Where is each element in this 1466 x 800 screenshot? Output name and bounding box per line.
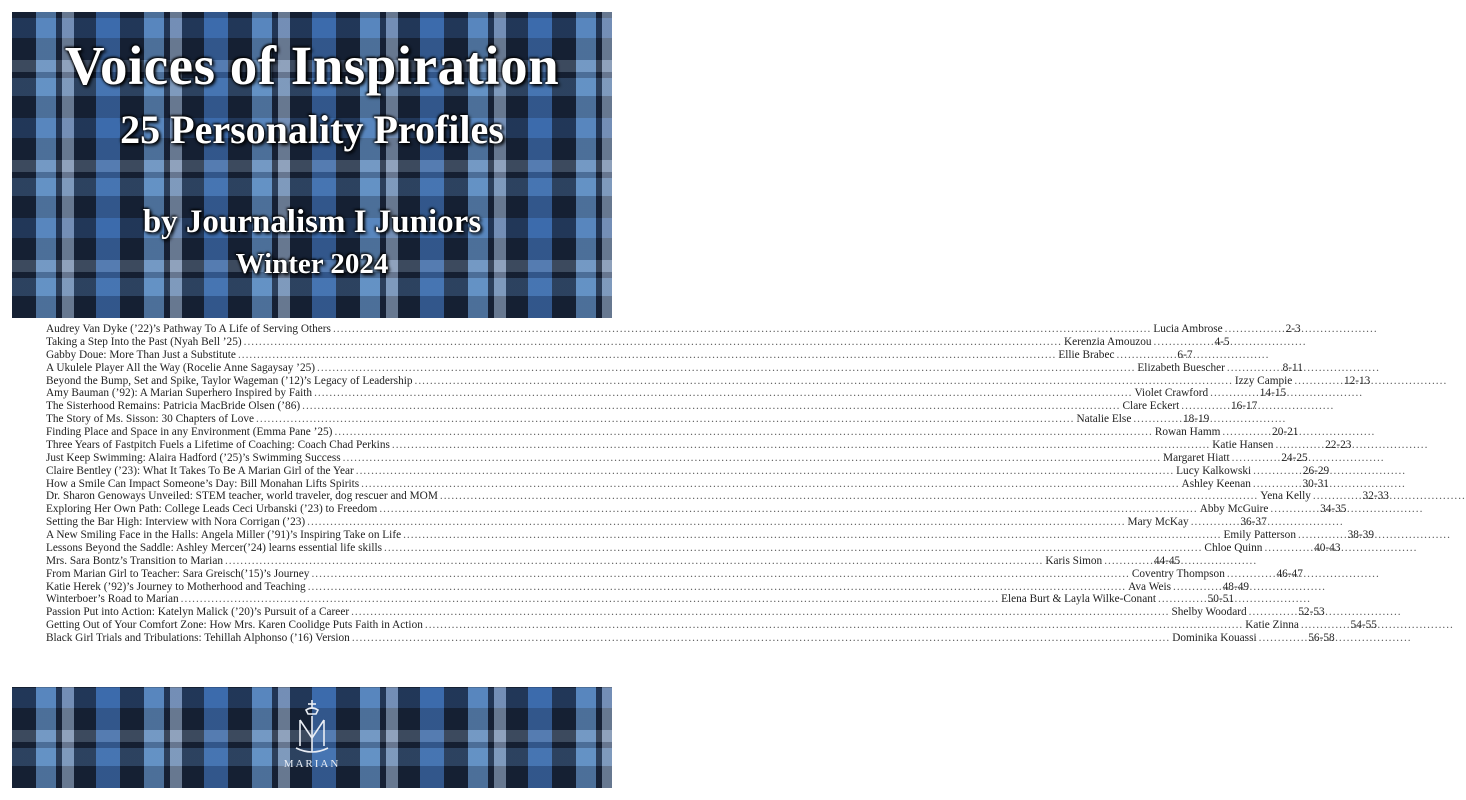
toc-leader bbox=[1249, 606, 1291, 619]
toc-leader bbox=[1104, 555, 1146, 568]
toc-entry bbox=[46, 348, 1193, 362]
toc-entry-title: A Ukulele Player All the Way (Rocelie Anne Sagaysay ’25) bbox=[46, 361, 316, 374]
toc-leader bbox=[1210, 387, 1252, 400]
toc-entry-title: Claire Bentley (’23): What It Takes To Be A Marian Girl of the Year bbox=[46, 464, 354, 477]
toc-entry-title: Audrey Van Dyke (’22)’s Pathway To A Life of Serving Others bbox=[46, 323, 331, 335]
cover-title: Voices of Inspiration bbox=[64, 35, 560, 96]
toc-entry-title: Katie Herek (’92)’s Journey to Motherhood and Teaching bbox=[46, 580, 306, 593]
toc-entry-author: Abby McGuire bbox=[1199, 503, 1269, 516]
toc-entry bbox=[46, 593, 1235, 606]
toc-entry-title: How a Smile Can Impact Someone’s Day: Bill Monahan Lifts Spirits bbox=[46, 477, 360, 490]
toc-leader bbox=[1264, 542, 1306, 555]
cover-date: Winter 2024 bbox=[235, 248, 389, 280]
toc-leader bbox=[1133, 413, 1175, 426]
toc-entry bbox=[46, 554, 1181, 568]
toc-leader bbox=[1158, 593, 1200, 606]
toc-entry-title: Gabby Doue: More Than Just a Substitute bbox=[46, 348, 236, 361]
toc-entry bbox=[46, 426, 1299, 439]
toc-entry-pages: 4-5 bbox=[1214, 335, 1230, 348]
toc-entry-title: Taking a Step Into the Past (Nyah Bell ’25) bbox=[46, 335, 242, 348]
toc-entry-title: Three Years of Fastpitch Fuels a Lifetime of Coaching: Coach Chad Perkins bbox=[46, 438, 390, 451]
toc-leader bbox=[302, 400, 1120, 413]
toc-entry-author: Lucy Kalkowski bbox=[1176, 464, 1252, 477]
toc-entry-title: Black Girl Trials and Tribulations: Tehillah Alphonso (’16) Version bbox=[46, 632, 350, 644]
toc-entry-pages: 40-43 bbox=[1314, 541, 1341, 554]
toc-entry-pages: 56-58 bbox=[1308, 632, 1335, 644]
toc-leader bbox=[392, 439, 1210, 452]
toc-entry-pages: 32-33 bbox=[1362, 490, 1389, 503]
toc-entry-author: Izzy Campie bbox=[1234, 374, 1293, 387]
toc-leader bbox=[379, 503, 1197, 516]
toc-leader bbox=[256, 413, 1074, 426]
toc-leader bbox=[1313, 490, 1355, 503]
toc-entry bbox=[46, 567, 1303, 581]
toc-leader bbox=[1191, 516, 1233, 529]
toc-entry-title: From Marian Girl to Teacher: Sara Greisch(’15)’s Journey bbox=[46, 567, 310, 580]
toc-entry-title: The Story of Ms. Sisson: 30 Chapters of Love bbox=[46, 413, 255, 426]
toc-entry-author: Margaret Hiatt bbox=[1163, 451, 1230, 464]
toc-entry-pages: 34-35 bbox=[1320, 503, 1347, 516]
toc-entry-pages: 46-47 bbox=[1276, 567, 1303, 580]
toc-entry-author: Yena Kelly bbox=[1260, 490, 1311, 503]
toc-leader bbox=[361, 478, 1179, 491]
toc-leader bbox=[1232, 452, 1274, 465]
toc-entry-author: Emily Patterson bbox=[1223, 529, 1296, 541]
toc-leader bbox=[403, 529, 1221, 542]
toc-entry-pages: 50-51 bbox=[1207, 593, 1235, 606]
toc-leader bbox=[311, 568, 1129, 581]
toc-leader bbox=[351, 606, 1169, 619]
toc-entry-author: Elena Burt & Layla Wilke-Conant bbox=[1001, 593, 1157, 606]
toc-entry-pages: 24-25 bbox=[1281, 451, 1308, 464]
toc-leader bbox=[440, 490, 1258, 503]
toc-leader bbox=[1227, 362, 1269, 375]
toc-leader bbox=[314, 387, 1132, 400]
toc-entry-pages: 30-31 bbox=[1302, 477, 1329, 490]
toc-entry bbox=[46, 580, 1250, 594]
marian-logo bbox=[283, 698, 341, 778]
toc-entry-author: Ellie Brabec bbox=[1058, 348, 1115, 361]
toc-entry-author: Katie Hansen bbox=[1212, 438, 1274, 451]
toc-entry-title: Setting the Bar High: Interview with Nora Corrigan (’23) bbox=[46, 516, 306, 529]
toc-entry-title: Passion Put into Action: Katelyn Malick (’20)’s Pursuit of a Career bbox=[46, 606, 350, 619]
toc-leader bbox=[425, 619, 1243, 632]
toc-entry bbox=[46, 516, 1267, 529]
toc-entry-author: Katie Zinna bbox=[1245, 619, 1299, 632]
toc-entry-author: Clare Eckert bbox=[1122, 400, 1180, 413]
toc-entry-author: Ashley Keenan bbox=[1181, 477, 1251, 490]
toc-entry-pages: 36-37 bbox=[1240, 516, 1267, 529]
toc-entry-pages: 52-53 bbox=[1298, 606, 1325, 619]
toc-entry bbox=[46, 619, 1377, 632]
toc-leader bbox=[238, 349, 1056, 362]
toc-entry bbox=[46, 503, 1347, 516]
toc-entry-title: Finding Place and Space in any Environment (Emma Pane ’25) bbox=[46, 426, 333, 438]
toc-entry bbox=[46, 413, 1210, 426]
toc-entry-author: Natalie Else bbox=[1076, 413, 1132, 426]
toc-leader bbox=[1154, 336, 1196, 349]
toc-entry-pages: 44-45 bbox=[1153, 554, 1181, 567]
toc-entry-title: Winterboer’s Road to Marian bbox=[46, 593, 179, 606]
toc-entry-title: Beyond the Bump, Set and Spike, Taylor Wageman (’12)’s Legacy of Leadership bbox=[46, 374, 413, 387]
toc-entry bbox=[46, 361, 1303, 375]
toc-entry-pages: 8-11 bbox=[1282, 361, 1303, 374]
toc-leader bbox=[333, 323, 1151, 336]
toc-leader bbox=[415, 375, 1233, 388]
toc-leader bbox=[1259, 632, 1301, 645]
cover-byline: by Journalism I Juniors bbox=[142, 204, 482, 240]
toc-entry-pages: 12-13 bbox=[1343, 374, 1371, 387]
toc-leader bbox=[1225, 323, 1267, 336]
toc-leader bbox=[384, 542, 1202, 555]
toc-leader bbox=[181, 593, 999, 606]
table-of-contents bbox=[46, 323, 1389, 645]
toc-leader bbox=[352, 632, 1170, 645]
cover-subtitle: 25 Personality Profiles bbox=[120, 107, 504, 152]
toc-entry-pages: 22-23 bbox=[1325, 438, 1352, 451]
toc-entry bbox=[46, 323, 1301, 336]
toc-entry-author: Elizabeth Buescher bbox=[1137, 361, 1225, 374]
toc-entry bbox=[46, 632, 1335, 645]
toc-entry bbox=[46, 374, 1371, 388]
toc-entry bbox=[46, 541, 1341, 555]
toc-entry-pages: 6-7 bbox=[1177, 348, 1193, 361]
toc-leader bbox=[225, 555, 1043, 568]
toc-entry-author: Shelby Woodard bbox=[1171, 606, 1247, 619]
logo-wordmark: MARIAN bbox=[283, 758, 341, 770]
toc-entry-pages: 16-17 bbox=[1230, 400, 1258, 413]
toc-leader bbox=[1116, 349, 1158, 362]
toc-entry-pages: 48-49 bbox=[1222, 580, 1250, 593]
toc-entry-author: Dominika Kouassi bbox=[1172, 632, 1257, 644]
toc-entry-pages: 38-39 bbox=[1347, 529, 1374, 541]
toc-entry bbox=[46, 451, 1308, 465]
toc-entry-title: A New Smiling Face in the Halls: Angela Miller (’91)’s Inspiring Take on Life bbox=[46, 529, 402, 541]
toc-leader bbox=[1253, 465, 1295, 478]
toc-entry bbox=[46, 387, 1287, 400]
toc-entry-author: Chloe Quinn bbox=[1204, 541, 1263, 554]
toc-entry-author: Coventry Thompson bbox=[1131, 567, 1225, 580]
toc-entry-title: Lessons Beyond the Saddle: Ashley Mercer(’24) learns essential life skills bbox=[46, 541, 383, 554]
toc-leader bbox=[307, 516, 1125, 529]
toc-entry-title: The Sisterhood Remains: Patricia MacBride Olsen (’86) bbox=[46, 400, 301, 413]
toc-entry-pages: 14-15 bbox=[1259, 387, 1287, 400]
toc-entry bbox=[46, 606, 1325, 619]
toc-leader bbox=[1222, 426, 1264, 439]
toc-entry bbox=[46, 529, 1374, 542]
toc-leader bbox=[1227, 568, 1269, 581]
toc-leader bbox=[1294, 375, 1336, 388]
toc-leader bbox=[356, 465, 1174, 478]
toc-leader bbox=[308, 581, 1126, 594]
toc-entry bbox=[46, 477, 1329, 491]
toc-entry-author: Ava Weis bbox=[1128, 580, 1172, 593]
toc-entry-pages: 26-29 bbox=[1302, 464, 1330, 477]
toc-entry-author: Kerenzia Amouzou bbox=[1064, 335, 1152, 348]
toc-leader bbox=[1301, 619, 1343, 632]
toc-entry-pages: 54-55 bbox=[1350, 619, 1377, 632]
toc-entry-pages: 2-3 bbox=[1285, 323, 1301, 335]
toc-entry bbox=[46, 438, 1352, 452]
toc-entry bbox=[46, 464, 1330, 478]
toc-entry bbox=[46, 400, 1258, 413]
toc-entry bbox=[46, 490, 1389, 503]
toc-leader bbox=[1173, 581, 1215, 594]
toc-leader bbox=[1298, 529, 1340, 542]
toc-entry-pages: 18-19 bbox=[1182, 413, 1210, 426]
toc-entry-title: Amy Bauman (’92): A Marian Superhero Inspired by Faith bbox=[46, 387, 313, 400]
toc-entry-author: Violet Crawford bbox=[1134, 387, 1209, 400]
toc-entry-title: Exploring Her Own Path: College Leads Ceci Urbanski (’23) to Freedom bbox=[46, 503, 378, 516]
toc-leader bbox=[343, 452, 1161, 465]
toc-entry-title: Just Keep Swimming: Alaira Hadford (’25)’s Swimming Success bbox=[46, 451, 341, 464]
toc-leader bbox=[317, 362, 1135, 375]
toc-entry-author: Karis Simon bbox=[1045, 554, 1103, 567]
toc-entry-pages: 20-21 bbox=[1272, 426, 1299, 438]
toc-entry-author: Mary McKay bbox=[1127, 516, 1189, 529]
toc-entry-author: Lucia Ambrose bbox=[1153, 323, 1223, 335]
toc-entry-title: Mrs. Sara Bontz’s Transition to Marian bbox=[46, 554, 223, 567]
toc-entry-title: Dr. Sharon Genoways Unveiled: STEM teacher, world traveler, dog rescuer and MOM bbox=[46, 490, 438, 503]
toc-entry-author: Rowan Hamm bbox=[1154, 426, 1221, 438]
toc-leader bbox=[244, 336, 1062, 349]
toc-entry-title: Getting Out of Your Comfort Zone: How Mrs. Karen Coolidge Puts Faith in Action bbox=[46, 619, 423, 632]
toc-entry bbox=[46, 335, 1230, 349]
toc-leader bbox=[1181, 400, 1223, 413]
toc-leader bbox=[1253, 478, 1295, 491]
toc-leader bbox=[1275, 439, 1317, 452]
toc-leader bbox=[334, 426, 1152, 439]
marian-crest-icon bbox=[292, 698, 332, 756]
toc-leader bbox=[1270, 503, 1312, 516]
